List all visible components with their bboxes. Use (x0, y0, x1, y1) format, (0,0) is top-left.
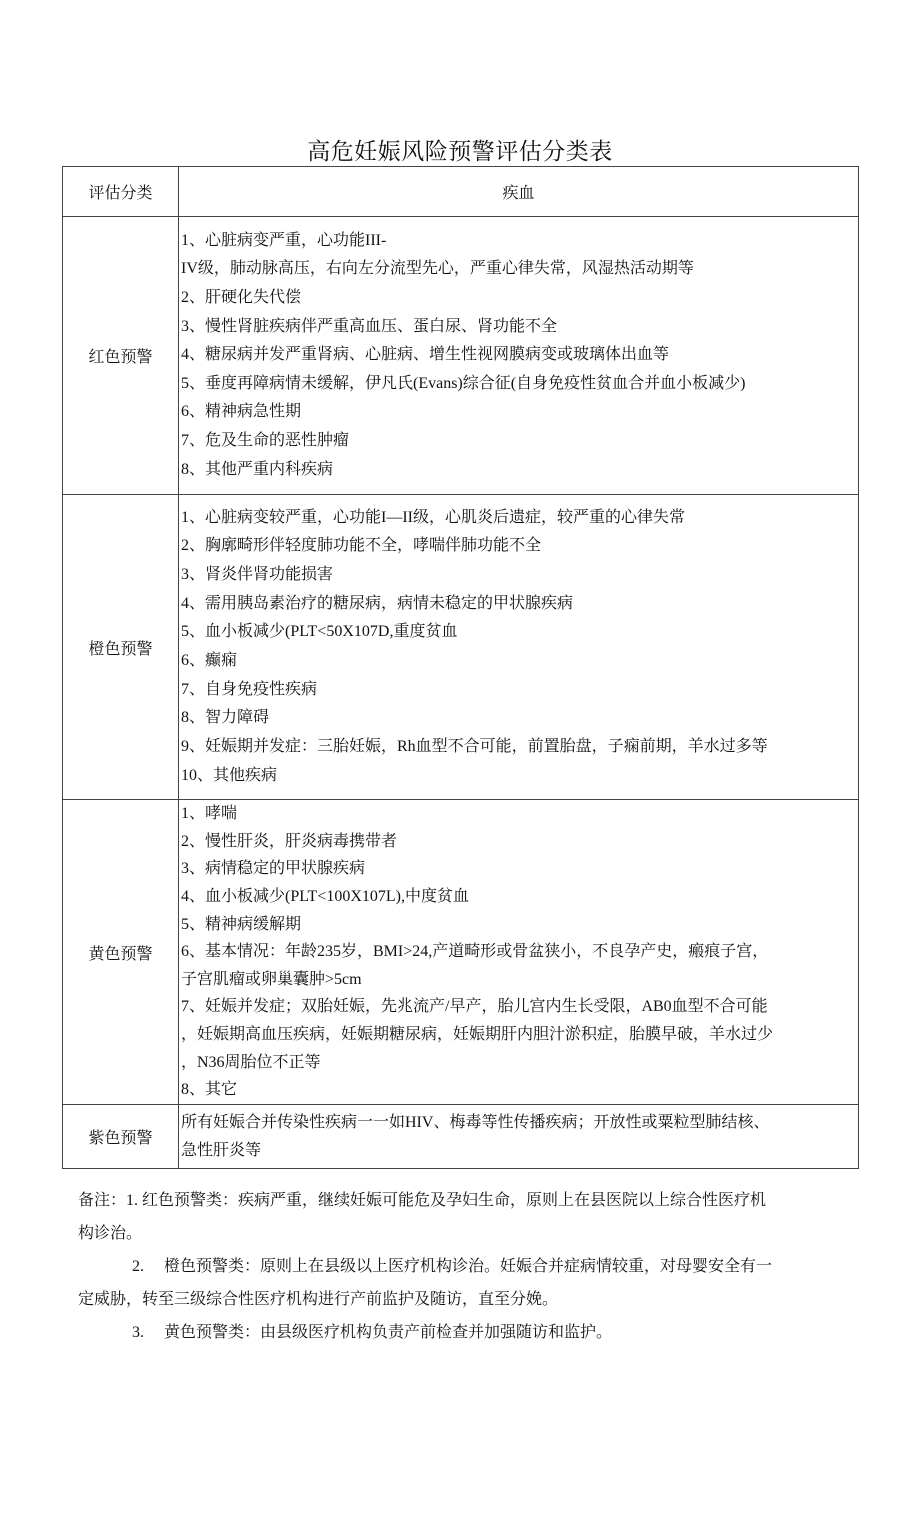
category-orange: 橙色预警 (63, 495, 179, 800)
page-title: 高危妊娠风险预警评估分类表 (307, 139, 613, 164)
note-line: 3. 黄色预警类：由县级医疗机构负责产前检查并加强随访和监护。 (132, 1324, 613, 1341)
list-item: IV级，肺动脉高压，右向左分流型先心，严重心律失常，风湿热活动期等 (181, 260, 694, 278)
header-content: 疾血 (179, 167, 859, 217)
table-header-row (63, 167, 859, 217)
table-row-red (63, 217, 859, 495)
list-item: 2、慢性肝炎，肝炎病毒携带者 (181, 832, 398, 850)
list-item: 5、精神病缓解期 (181, 915, 302, 933)
list-item: 6、基本情况：年龄235岁，BMI>24,产道畸形或骨盆狭小，不良孕产史，瘢痕子宫， (181, 943, 769, 961)
list-item: 4、血小板减少(PLT<100X107L),中度贫血 (181, 888, 469, 906)
category-yellow: 黄色预警 (63, 800, 179, 1105)
list-item: 急性肝炎等 (181, 1141, 262, 1159)
list-item: 7、妊娠并发症；双胎妊娠，先兆流产/早产，胎儿宫内生长受限，AB0血型不合可能 (181, 998, 768, 1016)
list-item: 7、自身免疫性疾病 (181, 680, 318, 698)
list-item: 4、糖尿病并发严重肾病、心脏病、增生性视网膜病变或玻璃体出血等 (181, 346, 670, 364)
note-line: 构诊治。 (78, 1225, 143, 1242)
content-orange (179, 495, 859, 800)
category-red: 红色预警 (63, 217, 179, 495)
content-yellow (179, 800, 859, 1105)
header-category: 评估分类 (63, 167, 179, 217)
list-item: 5、血小板减少(PLT<50X107D,重度贫血 (181, 623, 458, 641)
list-item: 所有妊娠合并传染性疾病一一如HIV、梅毒等性传播疾病；开放性或粟粒型肺结核、 (181, 1113, 770, 1131)
list-item: 1、心脏病变较严重，心功能I—II级，心肌炎后遗症，较严重的心律失常 (181, 508, 685, 526)
list-item: ，妊娠期高血压疾病，妊娠期糖尿病，妊娠期肝内胆汁淤积症，胎膜早破，羊水过少 (181, 1025, 774, 1043)
list-item: 6、癫痫 (181, 652, 238, 669)
list-item: 8、其它 (181, 1081, 238, 1099)
list-item: 子宫肌瘤或卵巢囊肿>5cm (181, 970, 362, 988)
list-item: 2、肝硬化失代偿 (181, 289, 302, 307)
note-line: 定威胁，转至三级综合性医疗机构进行产前监护及随访，直至分娩。 (78, 1291, 559, 1308)
list-item: 6、精神病急性期 (181, 403, 302, 421)
list-item: 3、病情稳定的甲状腺疾病 (181, 860, 366, 878)
list-item: 3、肾炎伴肾功能损害 (181, 565, 334, 583)
list-item: 10、其他疾病 (181, 766, 278, 784)
category-purple: 紫色预警 (63, 1105, 179, 1169)
content-red (179, 217, 859, 495)
list-item: 9、妊娠期并发症：三胎妊娠，Rh血型不合可能，前置胎盘，子痫前期，羊水过多等 (181, 738, 768, 756)
notes (78, 1184, 858, 1349)
note-line: 备注：1. 红色预警类：疾病严重，继续妊娠可能危及孕妇生命，原则上在县医院以上综合性医疗机 (78, 1192, 767, 1209)
list-item: 8、其他严重内科疾病 (181, 460, 334, 478)
risk-classification-table (62, 166, 859, 1169)
list-item: 4、需用胰岛素治疗的糖尿病，病情未稳定的甲状腺疾病 (181, 594, 574, 612)
list-item: 5、垂度再障病情未缓解，伊凡氏(Evans)综合征(自身免疫性贫血合并血小板减少) (181, 374, 746, 392)
list-item: ，N36周胎位不正等 (181, 1053, 321, 1071)
list-item: 3、慢性肾脏疾病伴严重高血压、蛋白尿、肾功能不全 (181, 317, 558, 335)
table-row-purple (63, 1105, 859, 1169)
list-item: 1、哮喘 (181, 805, 238, 823)
table-row-yellow (63, 800, 859, 1105)
table-row-orange (63, 495, 859, 800)
list-item: 1、心脏病变严重，心功能III- (181, 231, 387, 249)
note-line: 2. 橙色预警类：原则上在县级以上医疗机构诊治。妊娠合并症病情较重，对母婴安全有一 (132, 1258, 773, 1275)
list-item: 8、智力障碍 (181, 709, 270, 727)
list-item: 2、胸廓畸形伴轻度肺功能不全，哮喘伴肺功能不全 (181, 537, 542, 555)
list-item: 7、危及生命的恶性肿瘤 (181, 431, 350, 449)
content-purple (179, 1105, 859, 1169)
